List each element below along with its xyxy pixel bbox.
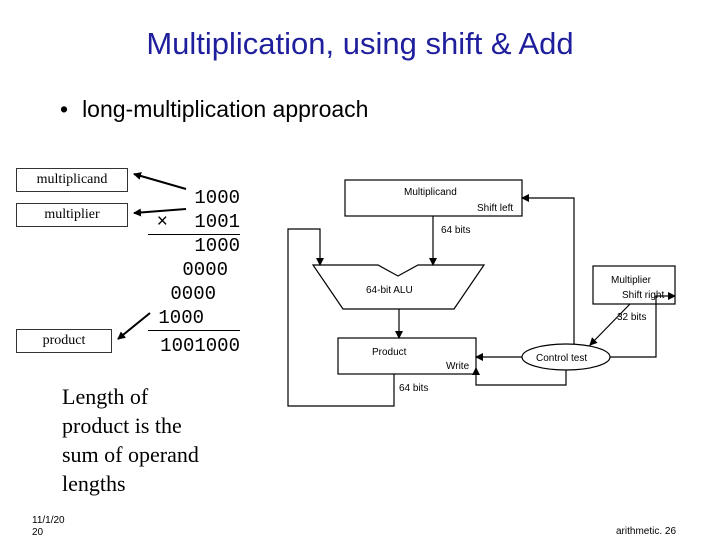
note-line: lengths: [62, 471, 126, 496]
multiplier-to-control-wire: [590, 304, 630, 345]
multiplicand-label: multiplicand: [16, 168, 128, 192]
multiplicand-pointer-arrow: [134, 174, 186, 189]
product-result: 1001000: [160, 335, 240, 357]
control-to-product-write-wire: [476, 368, 566, 385]
bullet-dot-icon: •: [60, 96, 69, 122]
control-to-multiplier-shift-wire: [610, 296, 675, 357]
multiplier-register-label: Multiplier: [611, 275, 652, 286]
width-64-top-label: 64 bits: [441, 225, 471, 236]
note-line: sum of operand: [62, 442, 199, 467]
shift-right-label: Shift right: [622, 290, 665, 301]
multiplier-value: 1001: [194, 211, 240, 233]
multiplier-pointer-arrow: [134, 209, 186, 213]
partial-product-1: 1000: [194, 235, 240, 257]
shift-left-label: Shift left: [477, 203, 514, 214]
bullet-text: long-multiplication approach: [82, 96, 369, 122]
product-to-alu-wire: [288, 229, 394, 406]
alu-label: 64-bit ALU: [366, 285, 413, 296]
footer-date-line: 20: [32, 527, 44, 538]
footer-date: [32, 515, 65, 539]
footer-page-number: arithmetic. 26: [616, 526, 677, 537]
width-32-label: 32 bits: [617, 312, 647, 323]
product-pointer-arrow: [118, 313, 150, 339]
partial-product-2: 0000: [182, 259, 228, 281]
multiplier-label: multiplier: [16, 203, 128, 227]
times-sign: ×: [156, 211, 168, 233]
note-line: product is the: [62, 413, 182, 438]
partial-product-4: 1000: [158, 307, 204, 329]
product-register-label: Product: [372, 347, 407, 358]
note-line: Length of: [62, 384, 149, 409]
product-label: product: [16, 329, 112, 353]
control-test-label: Control test: [536, 353, 588, 364]
footer-date-line: 11/1/20: [32, 515, 65, 526]
multiplicand-register-label: Multiplicand: [404, 187, 457, 198]
multiplicand-value: 1000: [194, 187, 240, 209]
partial-product-3: 0000: [170, 283, 216, 305]
write-label: Write: [446, 361, 470, 372]
width-64-bottom-label: 64 bits: [399, 383, 429, 394]
control-to-multiplicand-wire: [522, 198, 574, 344]
slide-title: Multiplication, using shift & Add: [146, 26, 574, 61]
